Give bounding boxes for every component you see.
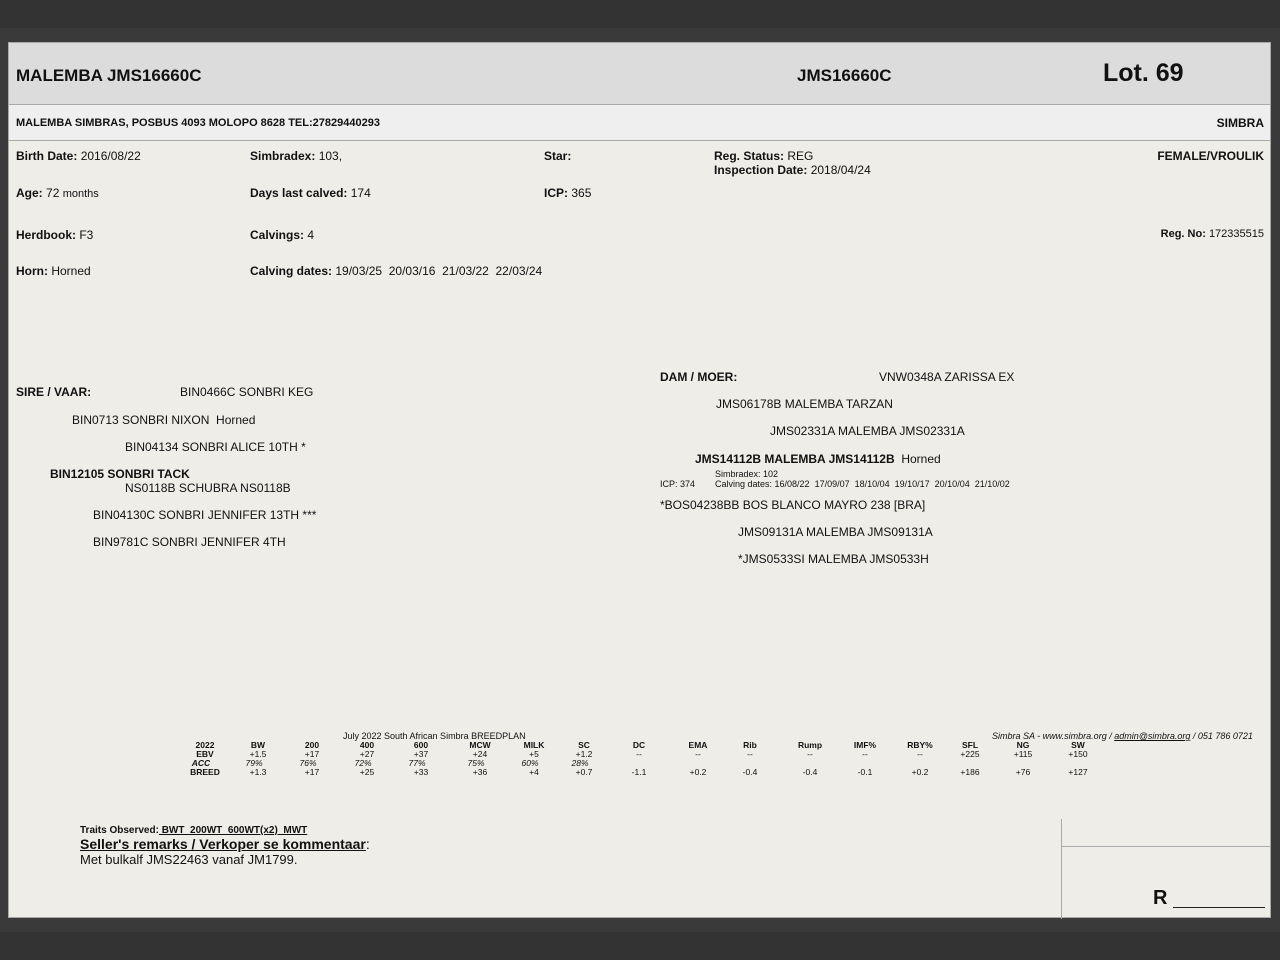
ebv-ebv-cell: EBV	[196, 749, 214, 759]
ebv-headers-cell: 2022	[195, 740, 215, 750]
ebv-breed-cell: -0.4	[742, 767, 758, 777]
ebv-breed-cell: +0.7	[575, 767, 593, 777]
ebv-breed-cell: BREED	[190, 767, 220, 777]
lot-card	[8, 42, 1271, 918]
breedplan-title: July 2022 South African Simbra BREEDPLAN	[343, 731, 526, 741]
breed-name: SIMBRA	[1216, 116, 1264, 130]
ebv-acc-cell: 28%	[571, 758, 589, 768]
ebv-ebv-cell: +1.5	[249, 749, 267, 759]
ebv-ebv-cell: --	[807, 749, 813, 759]
price-box-divider	[1061, 819, 1062, 919]
reg-no: Reg. No: 172335515	[1160, 228, 1264, 240]
ebv-ebv-cell: --	[636, 749, 642, 759]
birth-date: Birth Date: 2016/08/22	[16, 149, 141, 163]
ebv-breed-cell: +127	[1068, 767, 1088, 777]
breeder-bar	[9, 105, 1270, 141]
ebv-headers-cell: SC	[578, 740, 590, 750]
ebv-headers-cell: 400	[359, 740, 375, 750]
sex: FEMALE/VROULIK	[1157, 149, 1264, 163]
horn: Horn: Horned	[16, 264, 91, 278]
ebv-headers-cell: BW	[250, 740, 266, 750]
ebv-headers-cell: DC	[632, 740, 646, 750]
ebv-ebv-cell: +17	[304, 749, 320, 759]
dam-dam-sire: *BOS04238BB BOS BLANCO MAYRO 238 [BRA]	[660, 498, 926, 512]
herdbook: Herdbook: F3	[16, 228, 94, 242]
ebv-headers-cell: MCW	[469, 740, 491, 750]
bottom-bar	[0, 932, 1280, 960]
ebv-ebv-cell: --	[917, 749, 923, 759]
dam-calving-dates: Calving dates: 16/08/22 17/09/07 18/10/04 19/10/17 20/10/04 21/10/02	[715, 479, 1010, 489]
ebv-headers-cell: RBY%	[907, 740, 933, 750]
sire-label: SIRE / VAAR:	[16, 385, 92, 399]
inspection-date: Inspection Date: 2018/04/24	[714, 163, 871, 177]
ebv-acc-cell: 77%	[408, 758, 426, 768]
dam-dam-dam-2: *JMS0533SI MALEMBA JMS0533H	[738, 552, 929, 566]
traits-observed: Traits Observed: BWT 200WT 600WT(x2) MWT	[80, 825, 308, 836]
ebv-acc-cell: 76%	[299, 758, 317, 768]
ebv-acc-cell: 60%	[521, 758, 539, 768]
ebv-ebv-cell: +5	[529, 749, 539, 759]
ebv-ebv-cell: +24	[472, 749, 488, 759]
ebv-breed-cell: +25	[359, 767, 375, 777]
ebv-breed-cell: -1.1	[631, 767, 647, 777]
ebv-headers-cell: SFL	[961, 740, 979, 750]
days-last-calved: Days last calved: 174	[250, 186, 371, 200]
price-box-top	[1061, 846, 1271, 847]
ebv-ebv-cell: --	[695, 749, 701, 759]
dam-dam: JMS14112B MALEMBA JMS14112B Horned	[695, 452, 941, 466]
dam-icp: ICP: 374	[660, 479, 696, 489]
reg-status: Reg. Status: REG	[714, 149, 814, 163]
ebv-breed-cell: +186	[960, 767, 980, 777]
ebv-ebv-cell: +150	[1068, 749, 1088, 759]
ebv-ebv-cell: +1.2	[575, 749, 593, 759]
ebv-acc-cell: 72%	[354, 758, 372, 768]
email-link[interactable]: admin@simbra.org	[1114, 731, 1191, 741]
sire-sire-dam: BIN04134 SONBRI ALICE 10TH *	[125, 440, 306, 454]
icp: ICP: 365	[544, 186, 592, 200]
ebv-headers-cell: EMA	[688, 740, 708, 750]
ebv-breed-cell: +1.3	[249, 767, 267, 777]
calving-dates: Calving dates: 19/03/25 20/03/16 21/03/22 22/03/24	[250, 264, 543, 278]
ebv-breed-cell: +4	[529, 767, 539, 777]
sire-sire: BIN0713 SONBRI NIXON Horned	[72, 413, 256, 427]
dam-name: VNW0348A ZARISSA EX	[879, 370, 1015, 384]
age: Age: 72 months	[16, 186, 99, 200]
card-header	[9, 43, 1270, 105]
dam-dam-dam: JMS09131A MALEMBA JMS09131A	[738, 525, 933, 539]
ebv-breed-cell: +0.2	[689, 767, 707, 777]
ebv-ebv-cell: +225	[960, 749, 980, 759]
remarks-title: Seller's remarks / Verkoper se kommentaar:	[80, 836, 370, 852]
sire-dam-sire: BIN12105 SONBRI TACK	[50, 467, 190, 481]
ebv-ebv-cell: +27	[359, 749, 375, 759]
remarks-text: Met bulkalf JMS22463 vanaf JM1799.	[80, 852, 298, 867]
ebv-breed-cell: +76	[1015, 767, 1031, 777]
ebv-headers-cell: Rib	[743, 740, 757, 750]
ebv-headers-cell: IMF%	[853, 740, 877, 750]
ebv-ebv-cell: --	[747, 749, 753, 759]
ebv-breed-cell: +17	[304, 767, 320, 777]
ebv-breed-cell: -0.1	[857, 767, 873, 777]
ebv-acc-cell: 79%	[245, 758, 263, 768]
ebv-headers-cell: Rump	[797, 740, 823, 750]
star-label: Star:	[544, 149, 572, 163]
animal-name: MALEMBA JMS16660C	[16, 66, 202, 85]
sire-dam-sire-2: BIN04130C SONBRI JENNIFER 13TH ***	[93, 508, 317, 522]
ebv-ebv-cell: +37	[413, 749, 429, 759]
calvings: Calvings: 4	[250, 228, 315, 242]
ebv-breed-cell: +33	[413, 767, 429, 777]
dam-label: DAM / MOER:	[660, 370, 738, 384]
ebv-headers-cell: SW	[1071, 740, 1085, 750]
ebv-headers-cell: MILK	[523, 740, 545, 750]
ebv-acc-cell: 75%	[467, 758, 485, 768]
ebv-breed-cell: +36	[472, 767, 488, 777]
breedplan-source: Simbra SA - www.simbra.org / admin@simbra.org / 051 786 0721	[992, 731, 1253, 741]
top-bar	[0, 0, 1280, 28]
dam-simbradex: Simbradex: 102	[715, 469, 779, 479]
price-label: R	[1153, 887, 1168, 909]
price-line[interactable]	[1173, 907, 1265, 908]
animal-code: JMS16660C	[797, 66, 892, 85]
sire-dam-dam-2: BIN9781C SONBRI JENNIFER 4TH	[93, 535, 286, 549]
ebv-acc-cell: ACC	[191, 758, 211, 768]
ebv-ebv-cell: +115	[1013, 749, 1033, 759]
ebv-headers-cell: 200	[304, 740, 320, 750]
breeder-info: MALEMBA SIMBRAS, POSBUS 4093 MOLOPO 8628 TEL:27829440293	[16, 117, 380, 129]
lot-number: Lot. 69	[1103, 59, 1184, 87]
ebv-headers-cell: 600	[413, 740, 429, 750]
ebv-headers-cell: NG	[1016, 740, 1030, 750]
sire-name: BIN0466C SONBRI KEG	[180, 385, 314, 399]
dam-sire: JMS06178B MALEMBA TARZAN	[716, 397, 893, 411]
simbradex: Simbradex: 103,	[250, 149, 343, 163]
ebv-breed-cell: -0.4	[802, 767, 818, 777]
dam-sire-2: JMS02331A MALEMBA JMS02331A	[770, 424, 965, 438]
ebv-ebv-cell: --	[862, 749, 868, 759]
ebv-breed-cell: +0.2	[911, 767, 929, 777]
sire-dam-dam: NS0118B SCHUBRA NS0118B	[125, 481, 291, 495]
